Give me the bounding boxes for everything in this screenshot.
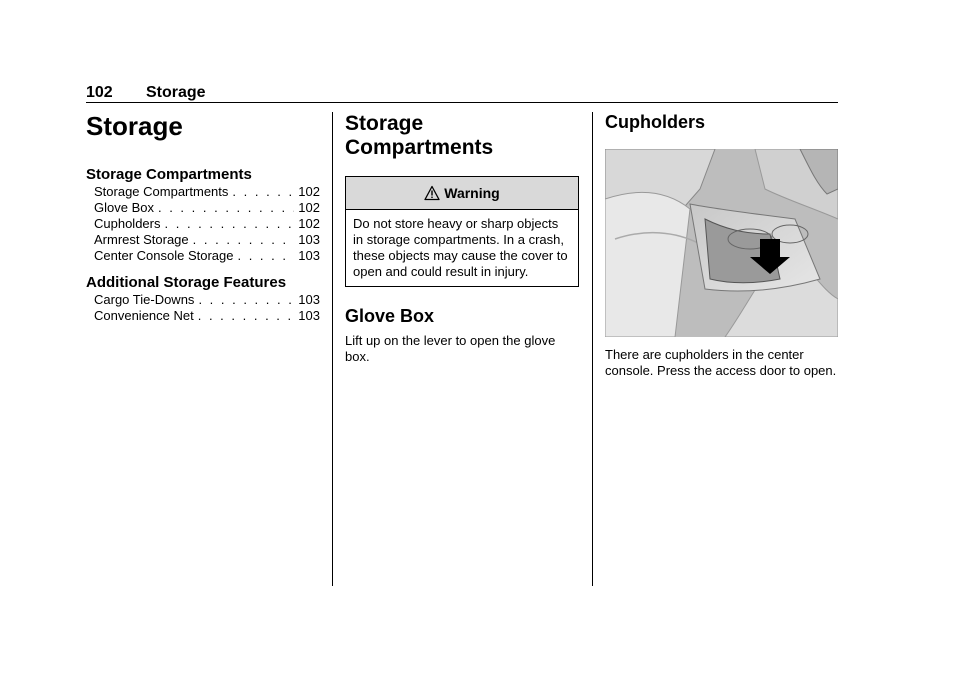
toc-entry-label: Storage Compartments: [94, 184, 229, 199]
page-header: [86, 84, 838, 103]
cupholders-column: [605, 112, 839, 379]
toc-group-heading: Storage Compartments: [86, 166, 252, 183]
toc-entry-label: Center Console Storage: [94, 248, 234, 263]
toc-entry-label: Armrest Storage: [94, 232, 189, 247]
warning-triangle-icon: [424, 185, 440, 201]
toc-leader: [232, 184, 294, 200]
column-divider: [592, 112, 593, 586]
toc-entry-label: Glove Box: [94, 200, 154, 215]
toc-entry-label: Convenience Net: [94, 308, 194, 323]
cupholders-heading: Cupholders: [605, 112, 706, 132]
toc-entry[interactable]: [86, 248, 320, 264]
toc-entry-page: 102: [298, 200, 320, 215]
warning-box: [345, 176, 579, 287]
toc-entry[interactable]: [86, 308, 320, 324]
toc-entry-page: 103: [298, 292, 320, 307]
section-heading-line2: Compartments: [345, 136, 494, 159]
toc-leader: [198, 308, 295, 324]
toc-leader: [193, 232, 295, 248]
section-heading: [345, 112, 579, 160]
toc-entry-page: 102: [298, 184, 320, 199]
toc-entry[interactable]: [86, 232, 320, 248]
toc-entry-page: 103: [298, 232, 320, 247]
warning-header: [346, 177, 578, 210]
toc-entry-page: 103: [298, 248, 320, 263]
glove-box-heading: Glove Box: [345, 306, 435, 326]
toc-leader: [198, 292, 294, 308]
toc-entry-page: 103: [298, 308, 320, 323]
section-heading-line1: Storage: [345, 112, 424, 135]
cupholders-text: There are cupholders in the center console. Press the access door to open.: [605, 347, 837, 378]
toc-entry[interactable]: [86, 216, 320, 232]
page-number: 102: [86, 84, 113, 101]
toc-group: [86, 274, 320, 324]
toc-entry[interactable]: [86, 200, 320, 216]
toc-leader: [165, 216, 295, 232]
column-divider: [332, 112, 333, 586]
toc-entry-label: Cargo Tie-Downs: [94, 292, 195, 307]
toc-leader: [237, 248, 294, 264]
toc-column: [86, 112, 320, 324]
warning-text: Do not store heavy or sharp objects in storage compartments. In a crash, these objects may cause the cover to open and could result in injury.: [353, 216, 568, 279]
toc-entry[interactable]: [86, 184, 320, 200]
toc-entry[interactable]: [86, 292, 320, 308]
storage-compartments-column: [345, 112, 579, 365]
toc-entry-label: Cupholders: [94, 216, 161, 231]
toc-group: [86, 166, 320, 264]
section-title: Storage: [146, 84, 206, 101]
toc-title: Storage: [86, 111, 183, 141]
center-console-illustration: [605, 149, 838, 337]
toc-leader: [158, 200, 294, 216]
toc-group-heading: Additional Storage Features: [86, 274, 287, 291]
glove-box-text: Lift up on the lever to open the glove box.: [345, 333, 556, 364]
toc-entry-page: 102: [298, 216, 320, 231]
warning-label: Warning: [444, 185, 500, 201]
